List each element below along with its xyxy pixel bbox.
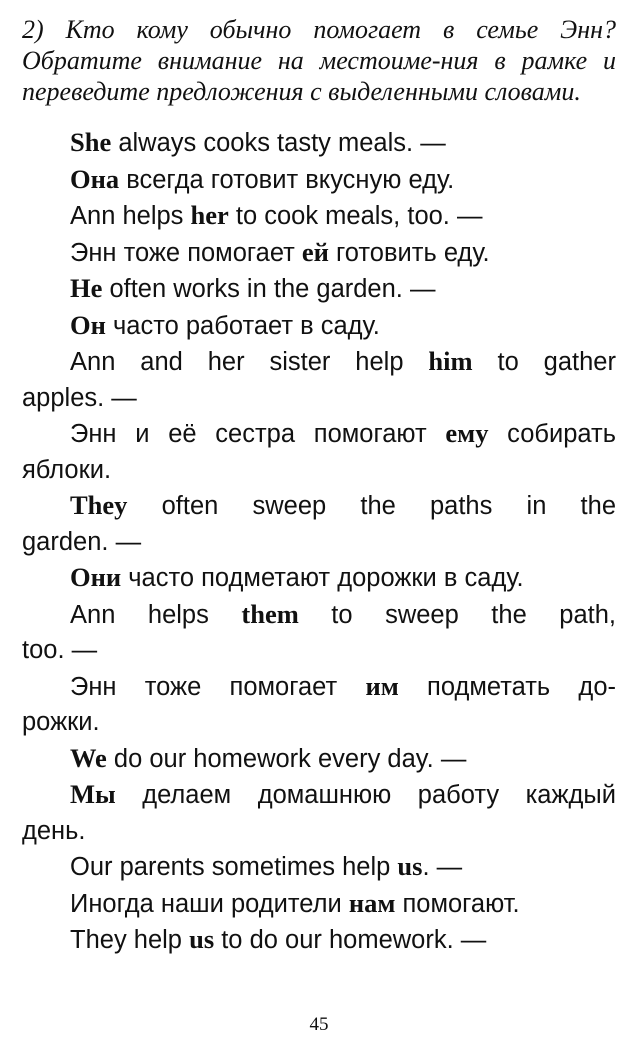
sentence-line-1 [22,125,616,162]
sentence-line-2 [22,162,616,199]
sentence-line-6 [22,308,616,345]
line-text: яблоки. [22,455,112,484]
line-text: do our homework every day. — [106,744,467,773]
line-text: Энн и её сестра помогают [70,420,446,448]
sentence-line-11 [22,488,616,525]
sentence-line-21 [22,849,616,886]
textbook-page [22,14,616,959]
keyword: нам [348,887,396,918]
sentence-line-17 [22,705,616,741]
line-text: часто подметают дорожки в саду. [121,564,524,592]
line-text: собирать [488,420,617,448]
sentence-line-8 [22,381,616,417]
sentence-line-20 [22,814,616,850]
keyword: Мы [70,779,116,809]
line-text: Ann helps [70,202,191,230]
line-text: Ann and her sister help [70,348,429,376]
sentence-line-7 [22,344,616,381]
keyword: We [70,742,107,773]
keyword: Она [70,163,120,194]
keyword: He [70,273,103,303]
sentence-line-16 [22,669,616,706]
line-text: делаем домашнюю работу каждый [115,781,616,809]
sentence-line-10 [22,453,616,489]
keyword: us [189,924,215,954]
line-text: often works in the garden. — [102,275,436,303]
page-number: 45 [309,1014,329,1035]
sentence-line-4 [22,235,616,272]
line-text: день. [22,816,86,845]
line-text: apples. — [22,383,137,412]
line-text: too. — [22,636,98,664]
line-text: Our parents sometimes help [70,853,398,881]
sentence-line-5 [22,271,616,308]
sentence-line-13 [22,560,616,597]
sentence-line-14 [22,597,616,634]
keyword: ей [301,236,329,267]
keyword: us [397,851,423,881]
sentence-line-18 [22,741,616,778]
line-text: помогают. [395,889,520,918]
sentence-line-23 [22,922,616,959]
line-text: подметать до- [398,672,616,701]
keyword: им [365,670,399,701]
line-text: всегда готовит вкусную еду. [119,165,455,194]
line-text: Энн тоже помогает [70,672,366,701]
line-text: to do our homework. — [214,926,487,954]
line-text: They help [70,926,190,954]
keyword: Он [70,309,106,340]
keyword: Они [70,562,122,592]
line-text: garden. — [22,527,142,556]
sentence-line-19 [22,777,616,814]
sentence-line-3 [22,198,616,235]
line-text: рожки. [22,708,100,736]
keyword: her [190,200,229,230]
line-text: Энн тоже помогает [70,238,302,267]
sentence-line-15 [22,633,616,669]
sentence-line-12 [22,525,616,561]
sentence-line-22 [22,886,616,923]
sentence-line-9 [22,416,616,453]
keyword: him [428,346,473,376]
line-text: to gather [472,348,616,376]
task-instruction: 2) Кто кому обычно помогает в семье Энн? Обратите внимание на местоиме-ния в рамке и переведите предложения с выделенными словами. [22,15,616,106]
line-text: to cook meals, too. — [228,202,483,230]
keyword: ему [445,418,489,448]
line-text: to sweep the path, [298,600,616,629]
line-text: часто работает в саду. [105,311,380,340]
line-text: always cooks tasty meals. — [111,129,446,157]
keyword: She [70,127,112,157]
example-sentences [22,125,616,959]
keyword: They [70,490,128,520]
keyword: them [241,598,299,629]
line-text: . — [422,853,463,881]
line-text: Ann helps [70,600,242,629]
line-text: готовить еду. [328,238,490,267]
line-text: often sweep the paths in the [127,492,616,520]
line-text: Иногда наши родители [70,889,349,918]
